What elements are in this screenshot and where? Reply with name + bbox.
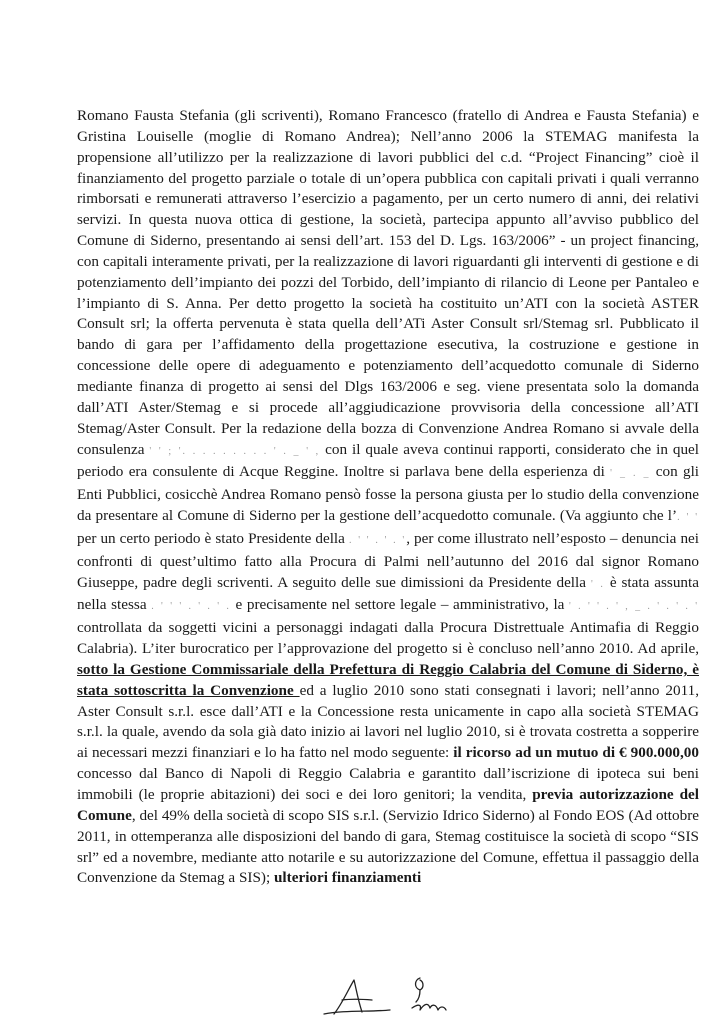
- redacted-name: . ' ': [677, 512, 699, 524]
- text-segment: con il quale aveva continui rapporti, considerato che in quel periodo era consulente di Acque Reggine. Inoltre si parlava bene della esperienza di: [77, 440, 700, 481]
- signature-stroke: [412, 1004, 446, 1010]
- signature-stroke: [334, 980, 362, 1014]
- text-segment: , del 49% della società di scopo SIS s.r.l. (Servizio Idrico Siderno) al Fondo EOS (Ad ottobre 2011, in ottemperanza alle disposizioni del bando di gara, Stemag costituisce la società di scopo “SIS srl” ed a novembre, mediante atto notarile e su autorizzazione del Comune, effettua il passaggio della Convenzione da Stemag a SIS);: [77, 806, 699, 887]
- text-segment: per un certo periodo è stato Presidente della: [77, 529, 349, 547]
- redacted-name: ' .: [590, 578, 605, 590]
- signature-stroke: [342, 999, 372, 1000]
- redacted-name: ' ' ; '. . . . . . . . . ' . _ ' ,: [149, 445, 321, 457]
- bold-segment: il ricorso ad un mutuo di € 900.000,00: [453, 744, 699, 762]
- text-segment: con gli Enti Pubblici, cosicchè Andrea Romano pensò fosse la persona giusta per lo studio della convenzione da presentare al Comune di Siderno per la gestione dell’acquedotto comunale. (Va aggiunto che l’: [77, 463, 700, 525]
- redacted-name: ' _ . _: [610, 468, 651, 480]
- text-segment: è stata assunta nella stessa: [77, 573, 699, 614]
- underlined-bold-segment: sotto la Gestione Commissariale della Prefettura di Reggio Calabria del Comune di Siderno, è stata sottoscritta la Convenzione: [77, 660, 699, 699]
- text-segment: ed a luglio 2010 sono stati consegnati i lavori; nell’anno 2011, Aster Consult s.r.l. esce dall’ATI e la Concessione resta unicamente in capo alla società STEMAG s.r.l. la quale, avendo da sola già dato inizio ai lavori nel luglio 2010, si è trovata costretta a sopperire ai necessari mezzi finanziari e lo ha fatto nel modo seguente:: [77, 681, 699, 762]
- text-segment: controllata da soggetti vicini a personaggi indagati dalla Procura Distrettuale Antimafia di Reggio Calabria). L’iter burocratico per l’approvazione del progetto si è concluso nell’anno 2010. Ad aprile,: [77, 619, 699, 658]
- text-segment: e precisamente nel settore legale – amministrativo, la: [230, 596, 570, 614]
- handwritten-signatures-image: [320, 974, 460, 1022]
- bold-segment: previa autorizzazione del Comune: [77, 786, 699, 824]
- signatures: [320, 974, 460, 1022]
- signature-stroke: [416, 978, 424, 1002]
- redacted-name: ' . ' ' . ' , _ . ' . ' . ': [569, 601, 700, 613]
- text-segment: concesso dal Banco di Napoli di Reggio Calabria e garantito dall’iscrizione di ipoteca sui beni immobili (le proprie abitazioni) dei soci e dei loro genitori; la vendita,: [77, 765, 699, 803]
- bold-segment: ulteriori finanziamenti: [273, 869, 422, 887]
- body-paragraph: [77, 106, 699, 889]
- text-segment: , per come illustrato nell’esposto – denuncia nei confronti di quest’ultimo fatto alla Procura di Palmi nell’autunno del 2016 dal signor Romano Giuseppe, padre degli scriventi. A seguito delle sue dimissioni da Presidente della: [77, 529, 699, 591]
- redacted-name: . ' ' ' . ' . ' .: [151, 601, 231, 613]
- redacted-name: . ' ' . ' . ': [348, 534, 407, 546]
- text-segment: Romano Fausta Stefania (gli scriventi), Romano Francesco (fratello di Andrea e Fausta Stefania) e Gristina Louiselle (moglie di Romano Andrea); Nell’anno 2006 la STEMAG manifesta la propensione all’utilizzo per la realizzazione di lavori pubblici del c.d. “Project Financing” cioè il finanziamento del progetto parziale o totale di un’opera pubblica con capitali privati i quali verranno rimborsati e remunerati attraverso l’esercizio a pagamento, per un certo numero di anni, dei relativi servizi. In questa nuova ottica di gestione, la società, partecipa appunto all’avviso pubblico del Comune di Siderno, presentando ai sensi dell’art. 153 del D. Lgs. 163/2006” - un project financing, con capitali interamente privati, per la realizzazione di lavori riguardanti gli interventi di gestione e di potenziamento dell’impianto dei pozzi del Torbido, dell’impianto di rilancio di Leone per Pantaleo e l’impianto di S. Anna. Per detto progetto la società ha costituito un’ATI con la società ASTER Consult srl; la offerta pervenuta è stata quella dell’ATi Aster Consult srl/Stemag srl. Pubblicato il bando di gara per l’affidamento della progettazione esecutiva, la costruzione e gestione in concessione delle opere di adeguamento e potenziamento dell’acquedotto comunale di Siderno mediante finanza di progetto ai sensi del Dlgs 163/2006 e seg. viene presentata solo la domanda dall’ATI Aster/Stemag e si procede all’aggiudicazione provvisoria della concessione all’ATI Stemag/Aster Consult. Per la redazione della bozza di Convenzione Andrea Romano si avvale della consulenza: [77, 107, 699, 458]
